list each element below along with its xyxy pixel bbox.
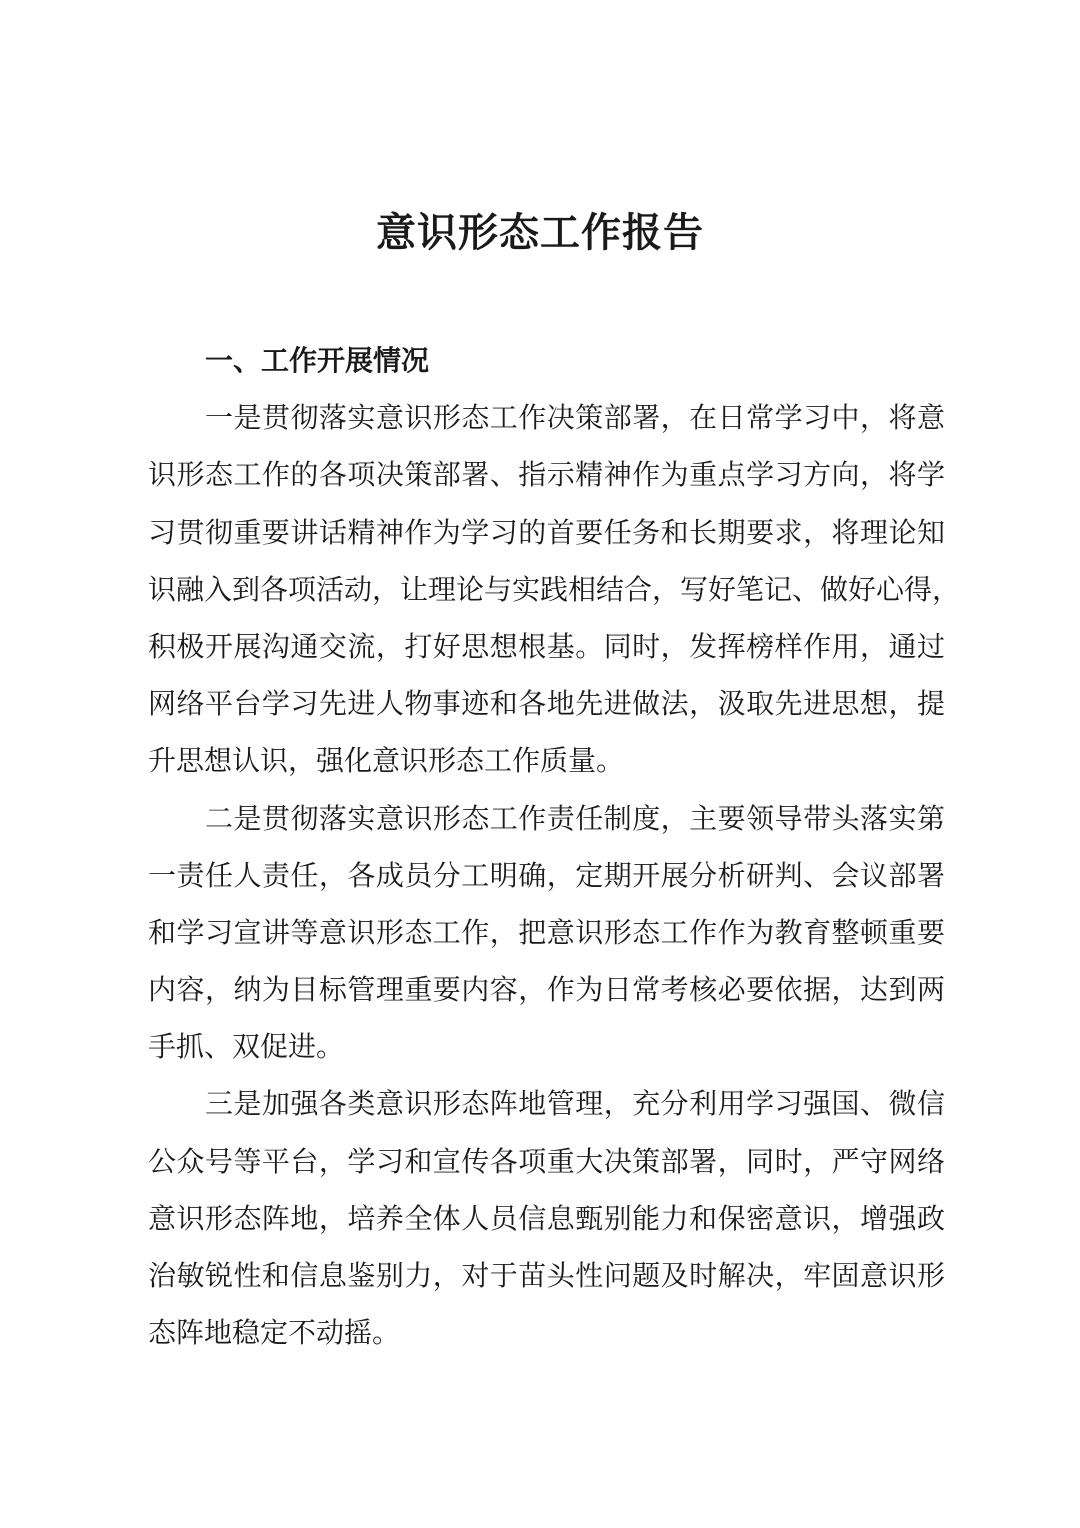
paragraph-line: 内容，纳为目标管理重要内容，作为日常考核必要依据，达到两	[148, 973, 945, 1007]
paragraph-line: 一是贯彻落实意识形态工作决策部署，在日常学习中，将意	[205, 401, 945, 435]
paragraph-line: 识融入到各项活动，让理论与实践相结合，写好笔记、做好心得，	[148, 572, 961, 606]
paragraph-line: 二是贯彻落实意识形态工作责任制度，主要领导带头落实第	[205, 801, 945, 835]
section-heading: 一、工作开展情况	[205, 344, 430, 377]
paragraph-line: 手抓、双促进。	[148, 1030, 345, 1064]
document-body	[148, 332, 961, 1361]
paragraph-line: 态阵地稳定不动摇。	[148, 1316, 401, 1350]
paragraph	[148, 1075, 945, 1361]
paragraph-line: 和学习宣讲等意识形态工作，把意识形态工作作为教育整顿重要	[148, 915, 945, 949]
paragraph-line: 识形态工作的各项决策部署、指示精神作为重点学习方向，将学	[148, 458, 945, 492]
paragraph-line: 升思想认识，强化意识形态工作质量。	[148, 744, 625, 778]
paragraph-line: 网络平台学习先进人物事迹和各地先进做法，汲取先进思想，提	[148, 687, 945, 721]
paragraph-line: 习贯彻重要讲话精神作为学习的首要任务和长期要求，将理论知	[148, 515, 945, 549]
paragraph-line: 治敏锐性和信息鉴别力，对于苗头性问题及时解决，牢固意识形	[148, 1259, 945, 1292]
paragraph	[148, 389, 961, 789]
paragraph	[148, 790, 945, 1076]
paragraph-line: 一责任人责任，各成员分工明确，定期开展分析研判、会议部署	[148, 858, 945, 892]
paragraph-line: 公众号等平台，学习和宣传各项重大决策部署，同时，严守网络	[148, 1144, 945, 1178]
document-title: 意识形态工作报告	[376, 209, 704, 256]
paragraph-line: 意识形态阵地，培养全体人员信息甄别能力和保密意识，增强政	[148, 1201, 945, 1235]
paragraph-line: 三是加强各类意识形态阵地管理，充分利用学习强国、微信	[205, 1087, 945, 1121]
paragraph-line: 积极开展沟通交流，打好思想根基。同时，发挥榜样作用，通过	[148, 629, 945, 663]
